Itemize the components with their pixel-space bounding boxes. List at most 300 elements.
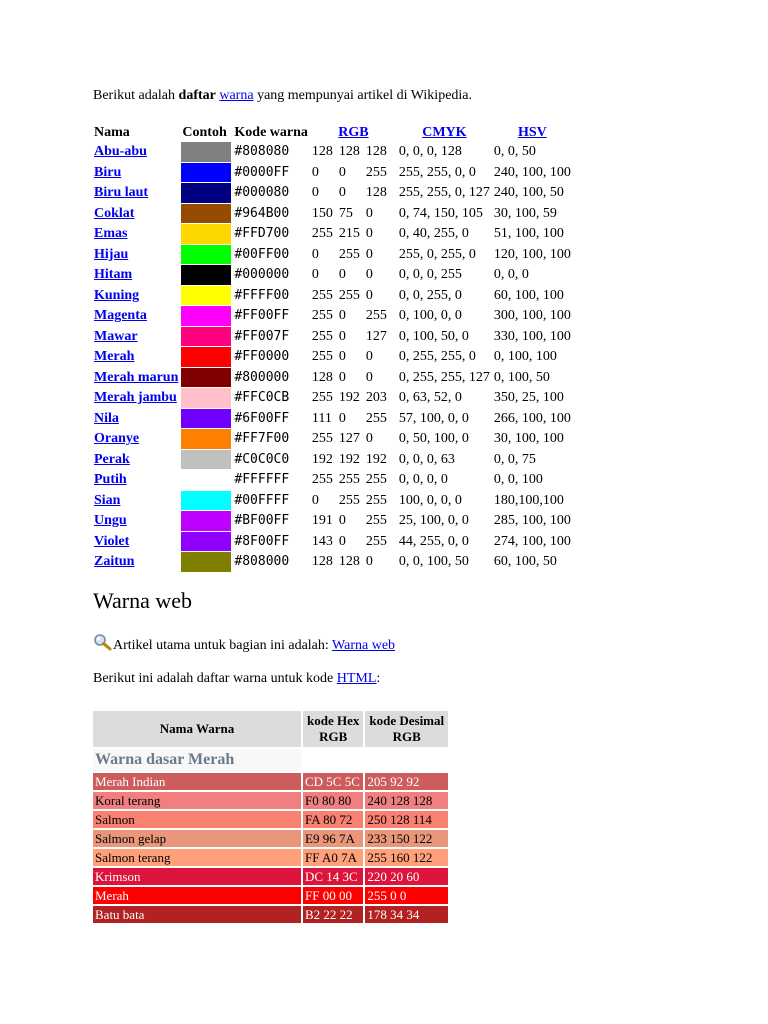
color-name-cell: [93, 142, 179, 162]
web-color-name: Krimson: [93, 868, 301, 885]
color-name-link[interactable]: Oranye: [94, 431, 140, 447]
color-row: [93, 388, 572, 408]
hsv-values: 60, 100, 100: [493, 287, 564, 303]
web-color-name: Salmon terang: [93, 849, 301, 866]
web-color-name: Koral terang: [93, 792, 301, 809]
hsv-values: 330, 100, 100: [493, 328, 571, 344]
cmyk-values: 0, 50, 100, 0: [398, 431, 469, 447]
color-name-cell: [93, 368, 179, 388]
color-swatch: [181, 368, 231, 388]
rgb-r: 0: [311, 185, 319, 201]
rgb-r: 128: [311, 144, 333, 160]
hsv-values: 60, 100, 50: [493, 554, 557, 570]
color-row: [93, 491, 572, 511]
cmyk-values: 0, 0, 255, 0: [398, 287, 462, 303]
color-table-header-row: [93, 124, 572, 141]
color-name-cell: [93, 409, 179, 429]
color-name-cell: [93, 470, 179, 490]
hsv-values: 266, 100, 100: [493, 410, 571, 426]
rgb-values: [311, 245, 396, 265]
hsv-values: 0, 0, 75: [493, 451, 536, 467]
rgb-values: [311, 388, 396, 408]
rgb-b: 0: [365, 349, 373, 365]
rgb-b: 0: [365, 267, 373, 283]
intro-text-after: yang mempunyai artikel di Wikipedia.: [253, 88, 473, 103]
color-list-table: [91, 123, 574, 573]
color-swatch: [181, 306, 231, 326]
header-kode-desimal: [365, 711, 448, 747]
cmyk-values: 255, 0, 255, 0: [398, 246, 476, 262]
hex-code: #FF007F: [234, 328, 290, 344]
color-name-link[interactable]: Hijau: [94, 246, 129, 262]
rgb-values: [311, 552, 396, 572]
cmyk-values: 0, 0, 0, 0: [398, 472, 448, 488]
color-swatch: [181, 491, 231, 511]
color-swatch: [181, 532, 231, 552]
web-color-hex: B2 22 22: [303, 906, 363, 923]
rgb-values: [311, 183, 396, 203]
rgb-b: 0: [365, 226, 373, 242]
hsv-values: 180,100,100: [493, 492, 564, 508]
color-row: [93, 409, 572, 429]
rgb-g: 0: [338, 164, 346, 180]
hex-code: #6F00FF: [234, 410, 290, 426]
rgb-g: 255: [338, 492, 360, 508]
header-kode-hex-line2: RGB: [319, 729, 348, 744]
hsv-values: 0, 0, 50: [493, 144, 536, 160]
color-name-link[interactable]: Nila: [94, 410, 119, 426]
color-swatch: [181, 409, 231, 429]
web-color-dec: 178 34 34: [365, 906, 448, 923]
web-color-dec: 220 20 60: [365, 868, 448, 885]
color-name-link[interactable]: Ungu: [94, 513, 127, 529]
rgb-g: 255: [338, 472, 360, 488]
rgb-r: 128: [311, 369, 333, 385]
rgb-r: 255: [311, 431, 333, 447]
web-color-name: Merah Indian: [93, 773, 301, 790]
hex-code: #C0C0C0: [234, 451, 290, 467]
web-color-name: Salmon: [93, 811, 301, 828]
color-swatch: [181, 142, 231, 162]
rgb-b: 255: [365, 164, 387, 180]
color-name-cell: [93, 306, 179, 326]
hex-code: #00FFFF: [234, 492, 290, 508]
color-row: [93, 286, 572, 306]
hsv-values: 30, 100, 59: [493, 205, 557, 221]
color-name-link[interactable]: Mawar: [94, 328, 138, 344]
rgb-b: 128: [365, 185, 387, 201]
group-row-merah: [93, 749, 448, 771]
rgb-r: 191: [311, 513, 333, 529]
color-swatch: [181, 204, 231, 224]
color-row: [93, 245, 572, 265]
rgb-r: 128: [311, 554, 333, 570]
web-color-row: [93, 906, 448, 923]
color-name-link[interactable]: Emas: [94, 226, 128, 242]
color-swatch: [181, 224, 231, 244]
html-intro-before: Berikut ini adalah daftar warna untuk kode: [93, 671, 337, 686]
web-color-name: Batu bata: [93, 906, 301, 923]
color-swatch: [181, 450, 231, 470]
cmyk-values: 255, 255, 0, 127: [398, 185, 490, 201]
header-rgb: [311, 124, 396, 141]
rgb-g: 255: [338, 246, 360, 262]
rgb-values: [311, 327, 396, 347]
rgb-r: 150: [311, 205, 333, 221]
cmyk-link[interactable]: CMYK: [422, 125, 467, 140]
rgb-b: 0: [365, 431, 373, 447]
hex-code: #808000: [234, 554, 290, 570]
rgb-r: 255: [311, 349, 333, 365]
color-row: [93, 306, 572, 326]
color-swatch: [181, 388, 231, 408]
color-name-link[interactable]: Magenta: [94, 308, 147, 324]
web-color-dec: 250 128 114: [365, 811, 448, 828]
color-name-link[interactable]: Merah marun: [94, 369, 179, 385]
rgb-b: 0: [365, 205, 373, 221]
web-color-row: [93, 887, 448, 904]
rgb-r: 0: [311, 246, 319, 262]
rgb-r: 255: [311, 390, 333, 406]
color-swatch: [181, 286, 231, 306]
rgb-values: [311, 368, 396, 388]
rgb-r: 255: [311, 226, 333, 242]
intro-text-before: Berikut adalah: [93, 88, 179, 103]
hsv-values: 0, 0, 0: [493, 267, 529, 283]
hsv-values: 30, 100, 100: [493, 431, 564, 447]
header-kode-hex: [303, 711, 363, 747]
hex-code: #808080: [234, 144, 290, 160]
header-hsv: [493, 124, 572, 141]
color-name-cell: [93, 552, 179, 572]
header-kode-desimal-line2: RGB: [392, 729, 421, 744]
color-row: [93, 265, 572, 285]
color-name-cell: [93, 204, 179, 224]
color-name-cell: [93, 511, 179, 531]
color-name-link[interactable]: Putih: [94, 472, 127, 488]
web-color-hex: F0 80 80: [303, 792, 363, 809]
cmyk-values: 0, 0, 0, 255: [398, 267, 462, 283]
hex-code: #FFFFFF: [234, 472, 290, 488]
color-row: [93, 224, 572, 244]
color-name-cell: [93, 491, 179, 511]
hex-code: #FFC0CB: [234, 390, 290, 406]
hex-code: #FF7F00: [234, 431, 290, 447]
hex-code: #BF00FF: [234, 513, 290, 529]
cmyk-values: 0, 0, 100, 50: [398, 554, 469, 570]
rgb-r: 0: [311, 492, 319, 508]
cmyk-values: 0, 255, 255, 127: [398, 369, 490, 385]
group-blank-cell: [303, 749, 363, 771]
hsv-values: 0, 100, 100: [493, 349, 557, 365]
color-name-cell: [93, 450, 179, 470]
web-color-hex: E9 96 7A: [303, 830, 363, 847]
hsv-values: 0, 0, 100: [493, 472, 543, 488]
color-name-cell: [93, 245, 179, 265]
color-swatch: [181, 245, 231, 265]
rgb-values: [311, 163, 396, 183]
rgb-values: [311, 306, 396, 326]
web-color-row: [93, 773, 448, 790]
web-color-hex: FA 80 72: [303, 811, 363, 828]
rgb-g: 0: [338, 267, 346, 283]
color-row: [93, 183, 572, 203]
color-name-cell: [93, 224, 179, 244]
rgb-values: [311, 286, 396, 306]
rgb-g: 128: [338, 144, 360, 160]
rgb-r: 111: [311, 410, 332, 426]
rgb-b: 255: [365, 492, 387, 508]
group-title-merah: [93, 749, 301, 771]
hex-code: #8F00FF: [234, 533, 290, 549]
rgb-values: [311, 142, 396, 162]
rgb-r: 255: [311, 472, 333, 488]
rgb-b: 0: [365, 554, 373, 570]
rgb-g: 75: [338, 205, 353, 221]
color-name-link[interactable]: Abu-abu: [94, 144, 147, 160]
rgb-b: 0: [365, 369, 373, 385]
cmyk-values: 0, 0, 0, 63: [398, 451, 455, 467]
color-name-cell: [93, 183, 179, 203]
rgb-g: 255: [338, 287, 360, 303]
rgb-g: 0: [338, 349, 346, 365]
cmyk-values: 0, 40, 255, 0: [398, 226, 469, 242]
magnifier-icon: [93, 633, 113, 658]
hex-code: #000000: [234, 267, 290, 283]
color-row: [93, 511, 572, 531]
web-color-hex: FF A0 7A: [303, 849, 363, 866]
color-name-link[interactable]: Zaitun: [94, 554, 135, 570]
hsv-values: 0, 100, 50: [493, 369, 550, 385]
web-color-name: Merah: [93, 887, 301, 904]
warna-web-link[interactable]: Warna web: [332, 638, 396, 653]
color-row: [93, 532, 572, 552]
color-swatch: [181, 163, 231, 183]
color-swatch: [181, 327, 231, 347]
rgb-b: 0: [365, 287, 373, 303]
hex-code: #FF0000: [234, 349, 290, 365]
rgb-b: 203: [365, 390, 387, 406]
rgb-values: [311, 347, 396, 367]
web-color-row: [93, 868, 448, 885]
rgb-r: 192: [311, 451, 333, 467]
color-name-cell: [93, 327, 179, 347]
hsv-values: 240, 100, 50: [493, 185, 564, 201]
web-color-dec: 205 92 92: [365, 773, 448, 790]
web-color-row: [93, 811, 448, 828]
color-row: [93, 204, 572, 224]
cmyk-values: 0, 0, 0, 128: [398, 144, 462, 160]
color-swatch: [181, 552, 231, 572]
rgb-b: 255: [365, 533, 387, 549]
rgb-g: 0: [338, 308, 346, 324]
hex-code: #00FF00: [234, 246, 290, 262]
rgb-values: [311, 470, 396, 490]
intro-paragraph: [93, 87, 472, 105]
hex-code: #964B00: [234, 205, 290, 221]
web-color-dec: 255 0 0: [365, 887, 448, 904]
rgb-g: 192: [338, 451, 360, 467]
cmyk-values: 0, 100, 50, 0: [398, 328, 469, 344]
color-name-cell: [93, 429, 179, 449]
rgb-values: [311, 429, 396, 449]
cmyk-values: 25, 100, 0, 0: [398, 513, 469, 529]
hex-code: #FFFF00: [234, 287, 290, 303]
html-link[interactable]: HTML: [336, 671, 377, 686]
group-title-text: Warna dasar Merah: [95, 751, 235, 768]
rgb-b: 128: [365, 144, 387, 160]
rgb-r: 0: [311, 164, 319, 180]
web-color-dec: 240 128 128: [365, 792, 448, 809]
cmyk-values: 44, 255, 0, 0: [398, 533, 469, 549]
header-cmyk: [398, 124, 491, 141]
rgb-r: 255: [311, 308, 333, 324]
color-name-link[interactable]: Kuning: [94, 287, 140, 303]
color-swatch: [181, 183, 231, 203]
header-kode-hex-line1: kode Hex: [307, 713, 360, 728]
cmyk-values: 255, 255, 0, 0: [398, 164, 476, 180]
rgb-values: [311, 491, 396, 511]
color-name-link[interactable]: Biru: [94, 164, 122, 180]
color-name-cell: [93, 163, 179, 183]
rgb-g: 0: [338, 513, 346, 529]
color-name-link[interactable]: Merah jambu: [94, 390, 177, 406]
warna-link[interactable]: warna: [219, 88, 254, 103]
rgb-g: 127: [338, 431, 360, 447]
rgb-b: 255: [365, 513, 387, 529]
hsv-values: 51, 100, 100: [493, 226, 564, 242]
web-color-table: [91, 709, 450, 925]
color-name-cell: [93, 286, 179, 306]
color-row: [93, 327, 572, 347]
color-name-link[interactable]: Hitam: [94, 267, 133, 283]
hex-code: #FF00FF: [234, 308, 290, 324]
color-row: [93, 450, 572, 470]
web-color-name: Salmon gelap: [93, 830, 301, 847]
color-swatch: [181, 347, 231, 367]
rgb-b: 255: [365, 308, 387, 324]
rgb-b: 0: [365, 246, 373, 262]
header-kode-desimal-line1: kode Desimal: [369, 713, 445, 728]
rgb-g: 0: [338, 369, 346, 385]
header-contoh: Contoh: [182, 125, 227, 140]
hsv-values: 300, 100, 100: [493, 308, 571, 324]
rgb-g: 192: [338, 390, 360, 406]
html-intro-paragraph: [93, 670, 380, 688]
cmyk-values: 100, 0, 0, 0: [398, 492, 462, 508]
rgb-values: [311, 532, 396, 552]
rgb-g: 0: [338, 328, 346, 344]
rgb-r: 255: [311, 328, 333, 344]
header-kode-warna: Kode warna: [234, 125, 308, 140]
rgb-link[interactable]: RGB: [338, 125, 369, 140]
rgb-b: 192: [365, 451, 387, 467]
web-table-header-row: [93, 711, 448, 747]
color-swatch: [181, 429, 231, 449]
color-name-link[interactable]: Violet: [94, 533, 130, 549]
cmyk-values: 57, 100, 0, 0: [398, 410, 469, 426]
section-title-warna-web: Warna web: [93, 588, 193, 613]
rgb-values: [311, 224, 396, 244]
color-name-cell: [93, 265, 179, 285]
color-row: [93, 142, 572, 162]
color-swatch: [181, 265, 231, 285]
color-row: [93, 470, 572, 490]
color-row: [93, 163, 572, 183]
color-name-link[interactable]: Sian: [94, 492, 121, 508]
color-name-link[interactable]: Merah: [94, 349, 135, 365]
color-name-cell: [93, 532, 179, 552]
web-color-hex: FF 00 00: [303, 887, 363, 904]
rgb-b: 255: [365, 472, 387, 488]
rgb-values: [311, 265, 396, 285]
group-blank-cell: [365, 749, 448, 771]
hsv-values: 285, 100, 100: [493, 513, 571, 529]
rgb-g: 0: [338, 185, 346, 201]
color-row: [93, 347, 572, 367]
rgb-g: 0: [338, 410, 346, 426]
hsv-values: 240, 100, 100: [493, 164, 571, 180]
color-row: [93, 368, 572, 388]
web-color-dec: 255 160 122: [365, 849, 448, 866]
web-color-row: [93, 830, 448, 847]
hex-code: #0000FF: [234, 164, 290, 180]
web-color-hex: DC 14 3C: [303, 868, 363, 885]
web-color-hex: CD 5C 5C: [303, 773, 363, 790]
web-color-row: [93, 792, 448, 809]
color-name-link[interactable]: Biru laut: [94, 185, 149, 201]
main-article-prefix: Artikel utama untuk bagian ini adalah:: [113, 638, 333, 653]
color-swatch: [181, 511, 231, 531]
rgb-g: 215: [338, 226, 360, 242]
hsv-values: 120, 100, 100: [493, 246, 571, 262]
web-color-dec: 233 150 122: [365, 830, 448, 847]
web-color-row: [93, 849, 448, 866]
rgb-r: 143: [311, 533, 333, 549]
hex-code: #000080: [234, 185, 290, 201]
header-nama-warna: Nama Warna: [93, 711, 301, 747]
hsv-link[interactable]: HSV: [517, 125, 547, 140]
hsv-values: 274, 100, 100: [493, 533, 571, 549]
color-row: [93, 552, 572, 572]
rgb-b: 255: [365, 410, 387, 426]
main-article-note: [93, 633, 395, 658]
html-intro-after: :: [376, 671, 381, 686]
color-name-cell: [93, 347, 179, 367]
hex-code: #800000: [234, 369, 290, 385]
cmyk-values: 0, 63, 52, 0: [398, 390, 462, 406]
hex-code: #FFD700: [234, 226, 290, 242]
cmyk-values: 0, 100, 0, 0: [398, 308, 462, 324]
color-name-link[interactable]: Coklat: [94, 205, 135, 221]
rgb-r: 255: [311, 287, 333, 303]
intro-bold-daftar: daftar: [178, 88, 216, 103]
color-name-cell: [93, 388, 179, 408]
color-name-link[interactable]: Perak: [94, 451, 130, 467]
rgb-values: [311, 511, 396, 531]
rgb-values: [311, 204, 396, 224]
header-nama: Nama: [94, 125, 130, 140]
rgb-g: 0: [338, 533, 346, 549]
cmyk-values: 0, 74, 150, 105: [398, 205, 483, 221]
rgb-values: [311, 409, 396, 429]
rgb-b: 127: [365, 328, 387, 344]
rgb-r: 0: [311, 267, 319, 283]
hsv-values: 350, 25, 100: [493, 390, 564, 406]
cmyk-values: 0, 255, 255, 0: [398, 349, 476, 365]
color-row: [93, 429, 572, 449]
rgb-g: 128: [338, 554, 360, 570]
